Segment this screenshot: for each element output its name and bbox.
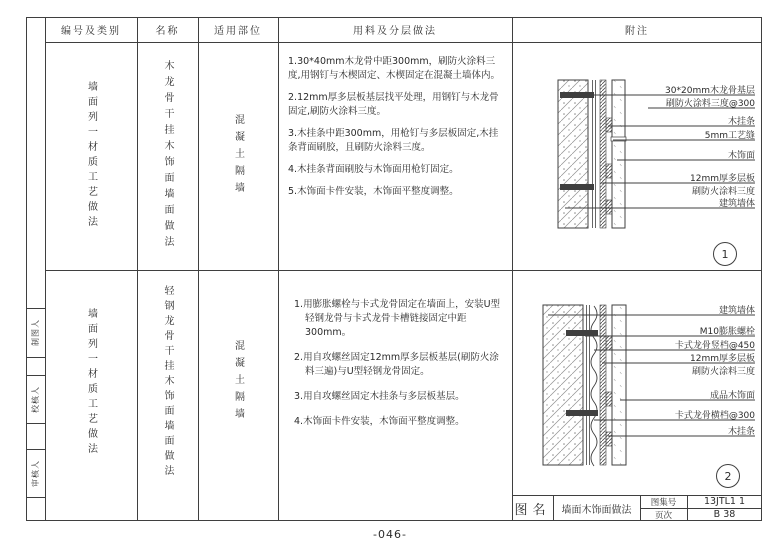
row1-name-cell (137, 42, 198, 270)
d2-label-hang-strip: 木挂条 (727, 427, 755, 437)
titleblock-page-label: 页次 (654, 510, 672, 521)
d2-label-plywood: 12mm厚多层板 (690, 354, 755, 364)
step-item: 1.30*40mm木龙骨中距300mm，刷防火涂料三度,用钢钉与木楔固定、木楔固定在混凝土墙体内。 (288, 56, 501, 81)
d1-label-plywood-coat: 刷防火涂料三度 (691, 187, 755, 197)
sidebar-role-checker (26, 375, 45, 423)
row1-name: 木龙骨干挂木饰面墙面做法 (162, 60, 173, 252)
row1-category-cell (45, 42, 137, 270)
row1-category: 墙面列一材质工艺做法 (85, 81, 97, 231)
step-item: 5.木饰面卡件安装，木饰面平整度调整。 (288, 186, 459, 197)
sidebar-role-reviewer (26, 449, 45, 497)
col-header-name: 名称 (155, 26, 180, 37)
col-header-location: 适用部位 (214, 26, 262, 37)
row1-location-cell (198, 42, 278, 270)
d2-label-horiz-channel: 卡式龙骨横档@300 (674, 411, 755, 421)
d1-label-plywood: 12mm厚多层板 (690, 174, 755, 184)
page-number: -046- (373, 528, 407, 541)
col-header-notes: 附注 (625, 26, 649, 37)
role-label: 制图人 (31, 319, 40, 346)
row2-name-cell (137, 270, 198, 495)
titleblock-fig-name: 墙面木饰面做法 (561, 504, 632, 516)
col-header-category: 编号及类别 (61, 26, 121, 37)
d1-label-hang-strip: 木挂条 (727, 117, 755, 127)
step-item: 3.用自攻螺丝固定木挂条与多层板基层。 (294, 391, 465, 402)
row2-location-cell (198, 270, 278, 495)
row2-category: 墙面列一材质工艺做法 (85, 307, 97, 458)
d1-label-fire-coating: 刷防火涂料三度@300 (665, 99, 755, 109)
row2-location: 混凝土隔墙 (232, 340, 244, 425)
d2-label-plywood-coat: 刷防火涂料三度 (691, 367, 755, 377)
titleblock-page-no: B 38 (713, 509, 736, 520)
wood-wedge-fastener (560, 184, 594, 190)
row2-name: 轻钢龙骨干挂木饰面墙面做法 (162, 285, 173, 480)
step-item: 1.用膨胀螺栓与卡式龙骨固定在墙面上，安装U型轻钢龙骨与卡式龙骨卡槽链接固定中距300mm。 (294, 299, 501, 338)
step-item: 2.12mm厚多层板基层找平处理，用钢钉与木龙骨固定,刷防火涂料三度。 (288, 92, 499, 117)
role-label: 审核人 (31, 459, 40, 487)
step-item: 4.木饰面卡件安装，木饰面平整度调整。 (294, 416, 465, 427)
titleblock-atlas-label: 图集号 (650, 497, 677, 508)
row1-location: 混凝土隔墙 (232, 113, 244, 199)
row2-category-cell (45, 270, 137, 495)
titleblock-atlas-no: 13JTL1 1 (703, 496, 746, 507)
d1-label-stud-base: 30*20mm木龙骨基层 (665, 86, 755, 96)
d1-label-reveal-joint: 5mm工艺缝 (704, 131, 755, 141)
step-item: 4.木挂条背面刷胶与木饰面用枪钉固定。 (288, 164, 459, 175)
col-header-materials: 用料及分层做法 (353, 26, 437, 37)
d2-label-wall: 建筑墙体 (718, 306, 755, 316)
titleblock-fig-label: 图名 (514, 502, 551, 518)
expansion-bolt (566, 330, 598, 336)
d1-label-veneer: 木饰面 (727, 151, 755, 161)
detail-number-2: 2 (716, 464, 740, 488)
wood-wedge-fastener (560, 92, 594, 98)
d1-label-wall: 建筑墙体 (718, 199, 755, 209)
row2-steps (294, 298, 506, 440)
d2-label-veneer: 成品木饰面 (709, 391, 755, 401)
expansion-bolt (566, 410, 598, 416)
detail-number-1: 1 (713, 242, 737, 266)
role-label: 校核人 (31, 385, 40, 413)
d2-label-bolt: M10膨胀螺栓 (699, 327, 755, 337)
step-item: 2.用自攻螺丝固定12mm厚多层板基层(刷防火涂料三遍)与U型轻钢龙骨固定。 (294, 352, 499, 377)
sidebar-role-drafter (26, 308, 45, 357)
step-item: 3.木挂条中距300mm，用枪钉与多层板固定,木挂条背面刷胶，且刷防火涂料三度。 (288, 128, 499, 153)
row1-steps (288, 55, 504, 207)
d2-label-vert-channel: 卡式龙骨竖档@450 (674, 341, 755, 351)
